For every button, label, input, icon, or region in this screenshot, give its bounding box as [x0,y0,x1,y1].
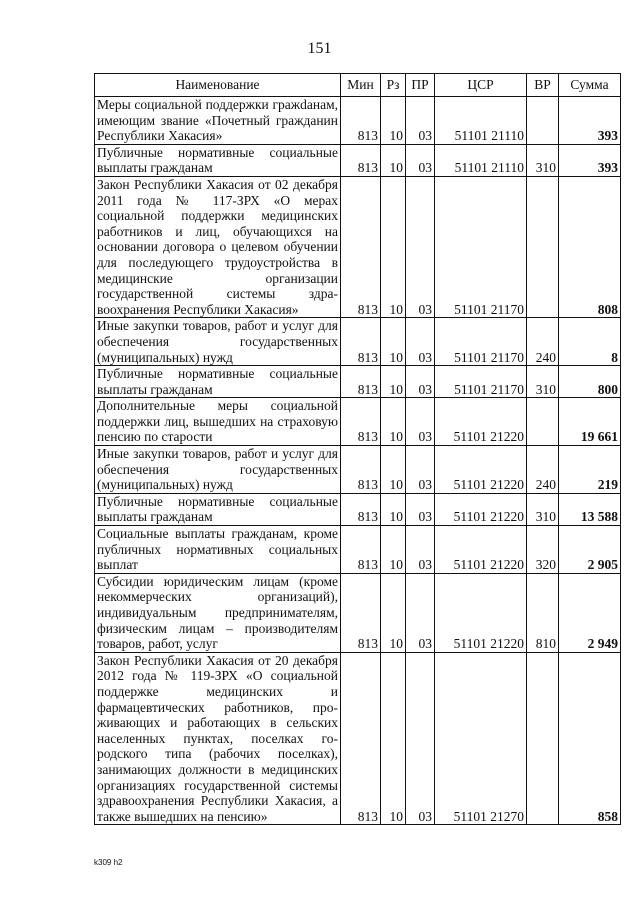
table-row [95,176,621,317]
row-vr [527,652,559,825]
row-pr: 03 [406,366,435,398]
table-header [95,74,621,97]
row-name: Публичные нормативные социальные выплаты гражданам [95,366,341,398]
row-csr: 51101 21220 [435,493,527,525]
header-vr: ВР [527,74,559,97]
row-sum: 393 [559,144,621,176]
table-row [95,652,621,825]
row-min: 813 [341,398,381,446]
table-body [95,97,621,825]
row-csr: 51101 21270 [435,652,527,825]
row-csr: 51101 21220 [435,446,527,494]
row-name: Дополнительные меры социальной поддержки лиц, вышедших на страховую пенсию по старости [95,398,341,446]
row-sum: 2 905 [559,526,621,574]
row-rz: 10 [381,176,406,317]
header-rz: Рз [381,74,406,97]
row-min: 813 [341,97,381,145]
row-vr [527,398,559,446]
row-rz: 10 [381,652,406,825]
row-sum: 8 [559,318,621,366]
row-name: Закон Республики Хакасия от 20 декабря 2012 года № 119-ЗРХ «О социальной поддержке медицинских и фармацевтических работников, проживающих и работающих в сельских населенных пунктах, поселках городского типа (рабочих поселках), занимающих должности в медицинских организациях государственной системы здравоохранения Республики Хакасия, а также вышедших на пенсию» [95,652,341,825]
table-row [95,366,621,398]
row-name: Публичные нормативные социальные выплаты гражданам [95,493,341,525]
row-vr: 810 [527,573,559,652]
row-rz: 10 [381,526,406,574]
row-min: 813 [341,573,381,652]
row-sum: 19 661 [559,398,621,446]
row-vr: 310 [527,144,559,176]
row-csr: 51101 21170 [435,366,527,398]
row-sum: 800 [559,366,621,398]
row-rz: 10 [381,573,406,652]
header-sum: Сумма [559,74,621,97]
row-min: 813 [341,318,381,366]
table-row [95,493,621,525]
table-row [95,97,621,145]
row-sum: 808 [559,176,621,317]
budget-table [94,73,621,825]
row-vr: 320 [527,526,559,574]
row-vr: 240 [527,318,559,366]
row-csr: 51101 21110 [435,144,527,176]
row-csr: 51101 21170 [435,318,527,366]
header-csr: ЦСР [435,74,527,97]
row-sum: 2 949 [559,573,621,652]
row-pr: 03 [406,318,435,366]
row-name: Закон Республики Хакасия от 02 декабря 2011 года № 117-ЗРХ «О мерах социальной поддержки медицинских работников и лиц, обучающихся на основании договора о целевом обучении для последующего трудоустройства в медицинские организации государственной системы здравоохранения Республики Хакасия» [95,176,341,317]
row-vr: 310 [527,493,559,525]
row-name: Публичные нормативные социальные выплаты гражданам [95,144,341,176]
row-rz: 10 [381,398,406,446]
row-name: Иные закупки товаров, работ и услуг для обеспечения государственных (муниципальных) нужд [95,318,341,366]
row-name: Субсидии юридическим лицам (кроме некоммерческих организаций), индивидуальным предпринимателям, физическим лицам – производителям товаров, работ, услуг [95,573,341,652]
row-rz: 10 [381,144,406,176]
row-pr: 03 [406,446,435,494]
header-min: Мин [341,74,381,97]
footer-code: k309 h2 [94,858,123,867]
row-pr: 03 [406,144,435,176]
row-sum: 858 [559,652,621,825]
row-vr: 310 [527,366,559,398]
row-rz: 10 [381,366,406,398]
row-pr: 03 [406,398,435,446]
row-pr: 03 [406,97,435,145]
page-number: 151 [307,40,332,57]
table-row [95,446,621,494]
row-csr: 51101 21170 [435,176,527,317]
row-min: 813 [341,366,381,398]
row-csr: 51101 21220 [435,573,527,652]
row-csr: 51101 21220 [435,526,527,574]
row-pr: 03 [406,573,435,652]
row-min: 813 [341,446,381,494]
header-row [95,74,621,97]
row-rz: 10 [381,493,406,525]
row-vr: 240 [527,446,559,494]
header-pr: ПР [406,74,435,97]
row-vr [527,97,559,145]
row-sum: 393 [559,97,621,145]
row-min: 813 [341,144,381,176]
row-min: 813 [341,493,381,525]
row-name: Социальные выплаты гражданам, кроме публичных нормативных социальных выплат [95,526,341,574]
row-min: 813 [341,652,381,825]
row-pr: 03 [406,493,435,525]
row-sum: 219 [559,446,621,494]
table-row [95,318,621,366]
table-row [95,144,621,176]
table-row [95,398,621,446]
row-min: 813 [341,176,381,317]
header-name: Наименование [95,74,341,97]
row-min: 813 [341,526,381,574]
row-pr: 03 [406,176,435,317]
row-pr: 03 [406,526,435,574]
row-csr: 51101 21220 [435,398,527,446]
row-rz: 10 [381,97,406,145]
row-rz: 10 [381,318,406,366]
table-row [95,573,621,652]
row-pr: 03 [406,652,435,825]
row-name: Иные закупки товаров, работ и услуг для обеспечения государственных (муниципальных) нужд [95,446,341,494]
row-vr [527,176,559,317]
row-rz: 10 [381,446,406,494]
row-csr: 51101 21110 [435,97,527,145]
row-name: Меры социальной поддержки гражdанам, имеющим звание «Почетный гражданин Республики Хакасия» [95,97,341,145]
table-row [95,526,621,574]
row-sum: 13 588 [559,493,621,525]
